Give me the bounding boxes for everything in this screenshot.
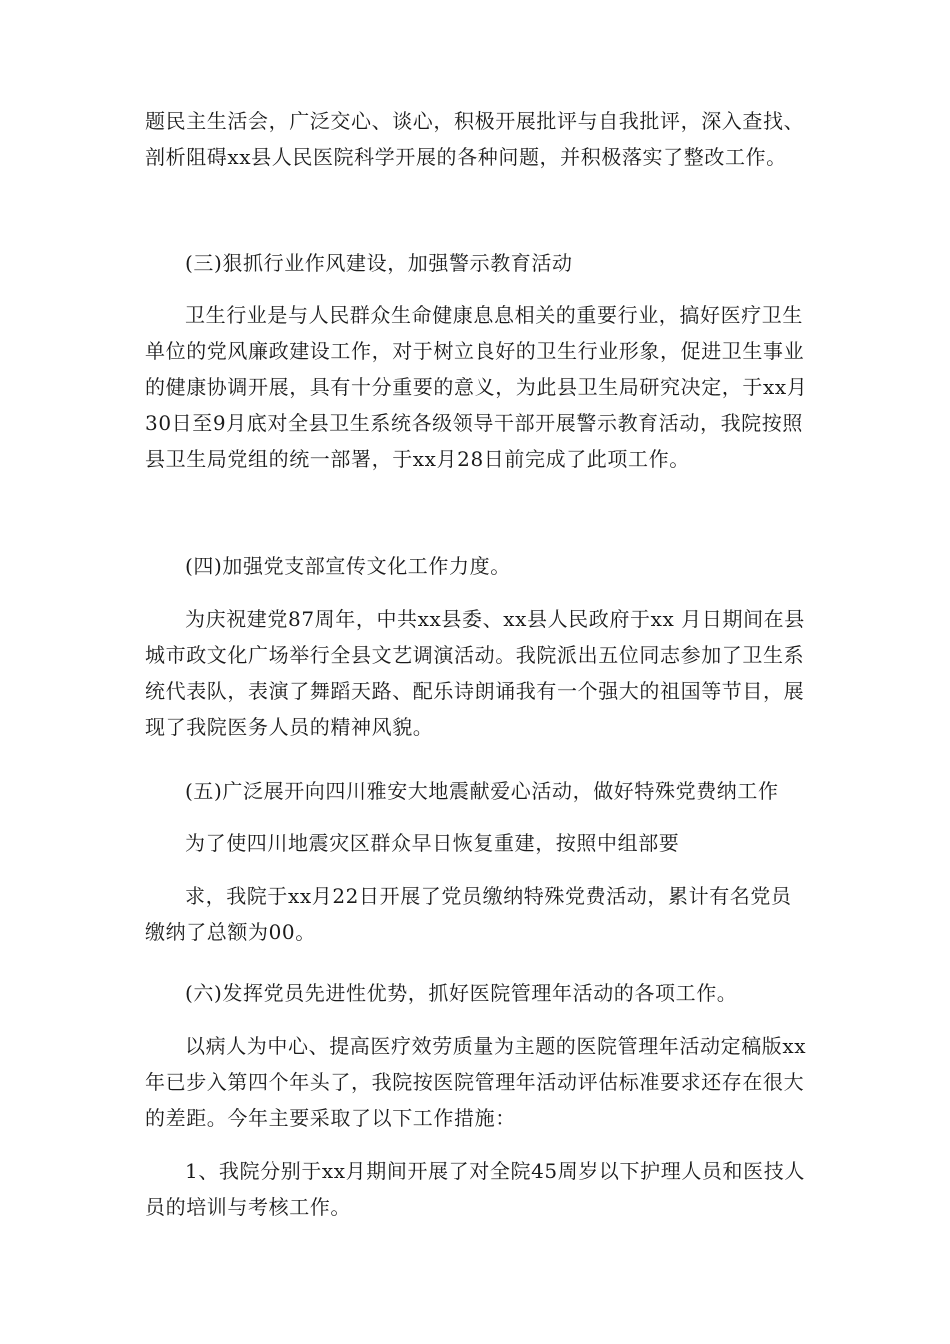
section-heading-3: (三)狠抓行业作风建设，加强警示教育活动 <box>185 251 573 275</box>
paragraph-earthquake-intro: 为了使四川地震灾区群众早日恢复重建，按照中组部要 <box>185 831 680 855</box>
paragraph-special-dues: 求，我院于xx月22日开展了党员缴纳特殊党费活动，累计有名党员缴纳了总额为00。 <box>145 884 792 944</box>
section-heading-4: (四)加强党支部宣传文化工作力度。 <box>185 554 511 578</box>
paragraph-warning-education: 卫生行业是与人民群众生命健康息息相关的重要行业，搞好医疗卫生单位的党风廉政建设工作，对于树立良好的卫生行业形象，促进卫生事业的健康协调开展，具有十分重要的意义，为此县卫生局研究决定，于xx月30日至9月底对全县卫生系统各级领导干部开展警示教育活动，我院按照县卫生局党组的统一部署，于xx月28日前完成了此项工作。 <box>145 303 808 471</box>
paragraph-training-item-1: 1、我院分别于xx月期间开展了对全院45周岁以下护理人员和医技人员的培训与考核工作。 <box>145 1159 805 1219</box>
paragraph-party-life-meeting: 题民主生活会，广泛交心、谈心，积极开展批评与自我批评，深入查找、剖析阻碍xx县人民医院科学开展的各种问题，并积极落实了整改工作。 <box>145 109 805 169</box>
section-heading-5: (五)广泛展开向四川雅安大地震献爱心活动，做好特殊党费纳工作 <box>185 779 779 803</box>
section-heading-6: (六)发挥党员先进性优势，抓好医院管理年活动的各项工作。 <box>185 981 738 1005</box>
paragraph-hospital-management: 以病人为中心、提高医疗效劳质量为主题的医院管理年活动定稿版xx年已步入第四个年头了，我院按医院管理年活动评估标准要求还存在很大的差距。今年主要采取了以下工作措施： <box>145 1034 807 1130</box>
paragraph-culture-work: 为庆祝建党87周年，中共xx县委、xx县人民政府于xx 月日期间在县城市政文化广场举行全县文艺调演活动。我院派出五位同志参加了卫生系统代表队，表演了舞蹈天路、配乐诗朗诵我有一个强大的祖国等节目，展现了我院医务人员的精神风貌。 <box>145 607 805 739</box>
